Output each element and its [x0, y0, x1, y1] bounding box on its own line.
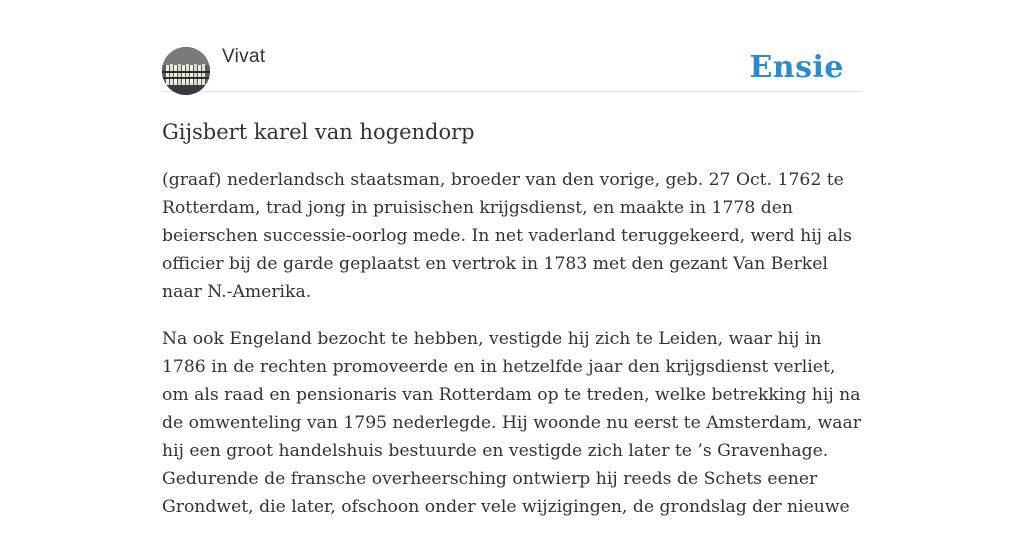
article-paragraph: Na ook Engeland bezocht te hebben, vestigde hij zich te Leiden, waar hij in 1786 in de rechten promoveerde en in hetzelfde jaar den krijgsdienst verliet, om als raad en pensionaris van Rotterdam op te treden, welke betrekking hij na de omwenteling van 1795 nederlegde. Hij woonde nu eerst te Amsterdam, waar hij een groot handelshuis bestuurde en vestigde zich later te ’s Gravenhage. Gedurende de fransche overheersching ontwierp hij reeds de Schets eener Grondwet, die later, ofschoon onder vele wijzigingen, de grondslag der nieuwe	[162, 329, 861, 517]
article-body	[162, 166, 862, 521]
source-name[interactable]: Vivat	[222, 46, 266, 67]
book-spines-icon[interactable]	[162, 47, 210, 95]
article-paragraph: (graaf) nederlandsch staatsman, broeder van den vorige, geb. 27 Oct. 1762 te Rotterdam, trad jong in pruisischen krijgsdienst, en maakte in 1778 den beierschen successie-oorlog mede. In net vaderland teruggekeerd, werd hij als officier bij de garde geplaatst en vertrok in 1783 met den gezant Van Berkel naar N.-Amerika.	[162, 170, 852, 302]
header	[162, 0, 862, 92]
article-title: Gijsbert karel van hogendorp	[162, 120, 475, 144]
brand-logo[interactable]: Ensie	[749, 50, 844, 85]
article-page	[162, 0, 862, 540]
